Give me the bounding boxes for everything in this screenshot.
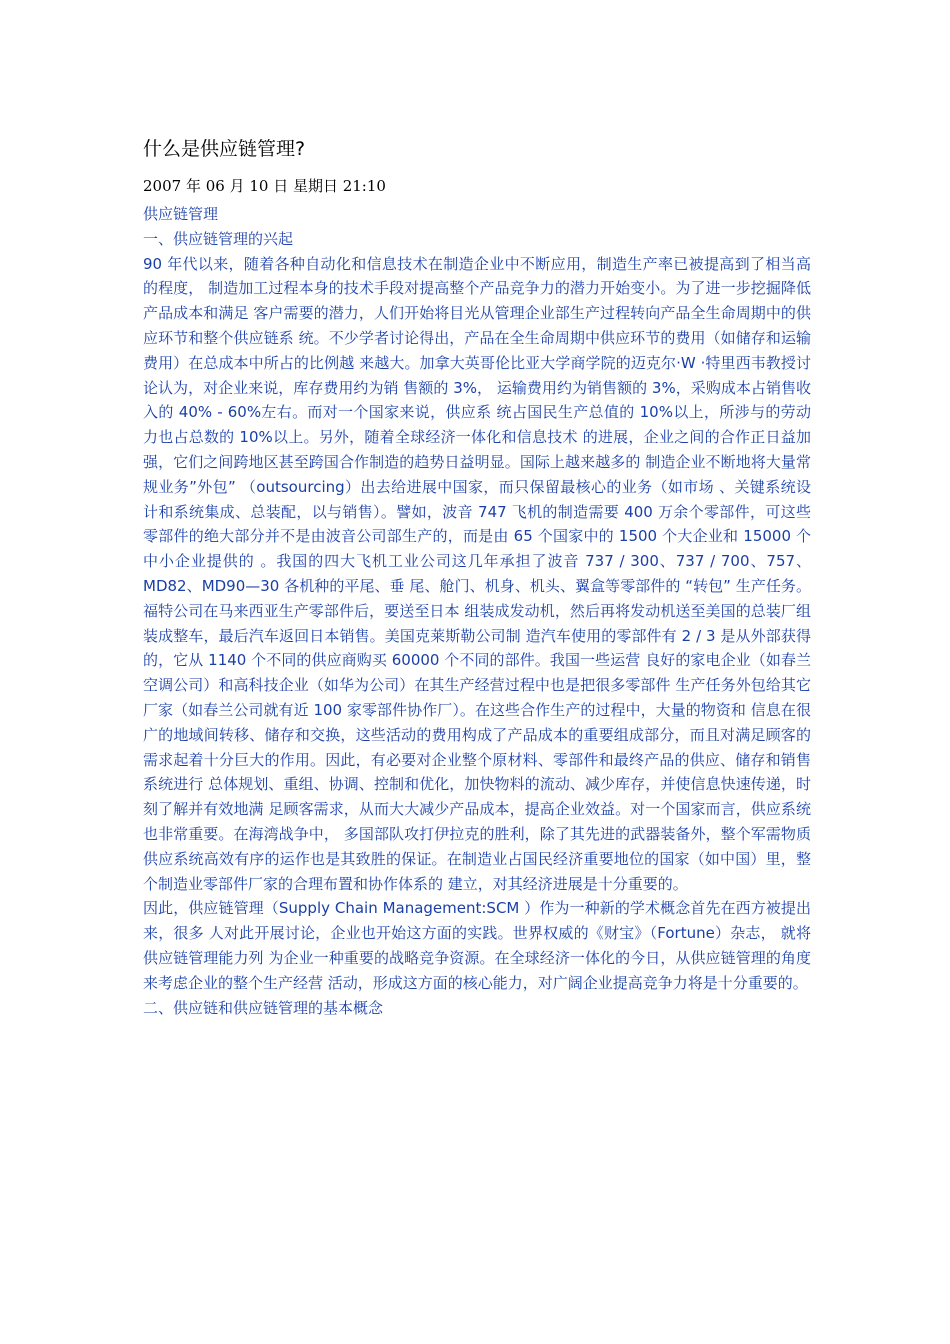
article-title: 什么是供应链管理? <box>143 138 306 160</box>
document-page <box>143 132 811 1020</box>
section-heading-1: 一、供应链管理的兴起 <box>143 229 294 248</box>
article-category: 供应链管理 <box>143 205 219 223</box>
section-heading-2: 二、供应链和供应链管理的基本概念 <box>143 998 384 1017</box>
paragraph-1: 90 年代以来，随着各种自动化和信息技术在制造企业中不断应用，制造生产率已被提高到了相当高的程度， 制造加工过程本身的技术手段对提高整个产品竞争力的潜力开始变小。为了进一步挖掘降低产品成本和满足 客户需要的潜力，人们开始将目光从管理企业部生产过程转向产品全生命周期中的供应环节和整个供应链系 统。不少学者讨论得出，产品在全生命周期中供应环节的费用（如储存和运输费用）在总成本中所占的比例越 来越大。加拿大英哥伦比亚大学商学院的迈克尔·W ·特里西韦教授讨论认为，对企业来说，库存费用约为销 售额的 3%， 运输费用约为销售额的 3%，采购成本占销售收入的 40% - 60%左右。而对一个国家来说，供应系 统占国民生产总值的 10%以上，所涉与的劳动力也占总数的 10%以上。另外，随着全球经济一体化和信息技术 的进展，企业之间的合作正日益加强，它们之间跨地区甚至跨国合作制造的趋势日益明显。国际上越来越多的 制造企业不断地将大量常规业务”外包” （outsourcing）出去给进展中国家，而只保留最核心的业务（如市场 、关键系统设计和系统集成、总装配，以与销售）。譬如，波音 747 飞机的制造需要 400 万余个零部件，可这些 零部件的绝大部分并不是由波音公司部生产的，而是由 65 个国家中的 1500 个大企业和 15000 个中小企业提供的 。我国的四大飞机工业公司这几年承担了波音 737 / 300、737 / 700、757、MD82、MD90—30 各机种的平尾、垂 尾、舱门、机身、机头、翼盒等零部件的 “转包” 生产任务。福特公司在马来西亚生产零部件后，要送至日本 组装成发动机，然后再将发动机送至美国的总装厂组装成整车，最后汽车返回日本销售。美国克莱斯勒公司制 造汽车使用的零部件有 2 / 3 是从外部获得的，它从 1140 个不同的供应商购买 60000 个不同的部件。我国一些运营 良好的家电企业（如春兰空调公司）和高科技企业（如华为公司）在其生产经营过程中也是把很多零部件 生产任务外包给其它厂家（如春兰公司就有近 100 家零部件协作厂）。在这些合作生产的过程中，大量的物资和 信息在很广的地域间转移、储存和交换，这些活动的费用构成了产品成本的重要组成部分，而且对满足顾客的 需求起着十分巨大的作用。因此，有必要对企业整个原材料、零部件和最终产品的供应、储存和销售系统进行 总体规划、重组、协调、控制和优化，加快物料的流动、减少库存，并使信息快速传递，时刻了解并有效地满 足顾客需求，从而大大减少产品成本，提高企业效益。对一个国家而言，供应系统也非常重要。在海湾战争中， 多国部队攻打伊拉克的胜利，除了其先进的武器装备外，整个军需物质供应系统高效有序的运作也是其致胜的保证。在制造业占国民经济重要地位的国家（如中国）里，整个制造业零部件厂家的合理布置和协作体系的 建立，对其经济进展是十分重要的。 <box>143 254 811 893</box>
paragraph-2: 因此，供应链管理（Supply Chain Management:SCM ）作为一种新的学术概念首先在西方被提出来，很多 人对此开展讨论，企业也开始这方面的实践。世界权威的《财宝》（Fortune）杂志， 就将供应链管理能力列 为企业一种重要的战略竞争资源。在全球经济一体化的今日，从供应链管理的角度来考虑企业的整个生产经营 活动，形成这方面的核心能力，对广阔企业提高竞争力将是十分重要的。 <box>143 899 811 992</box>
article-date: 2007 年 06 月 10 日 星期日 21:10 <box>143 177 386 195</box>
